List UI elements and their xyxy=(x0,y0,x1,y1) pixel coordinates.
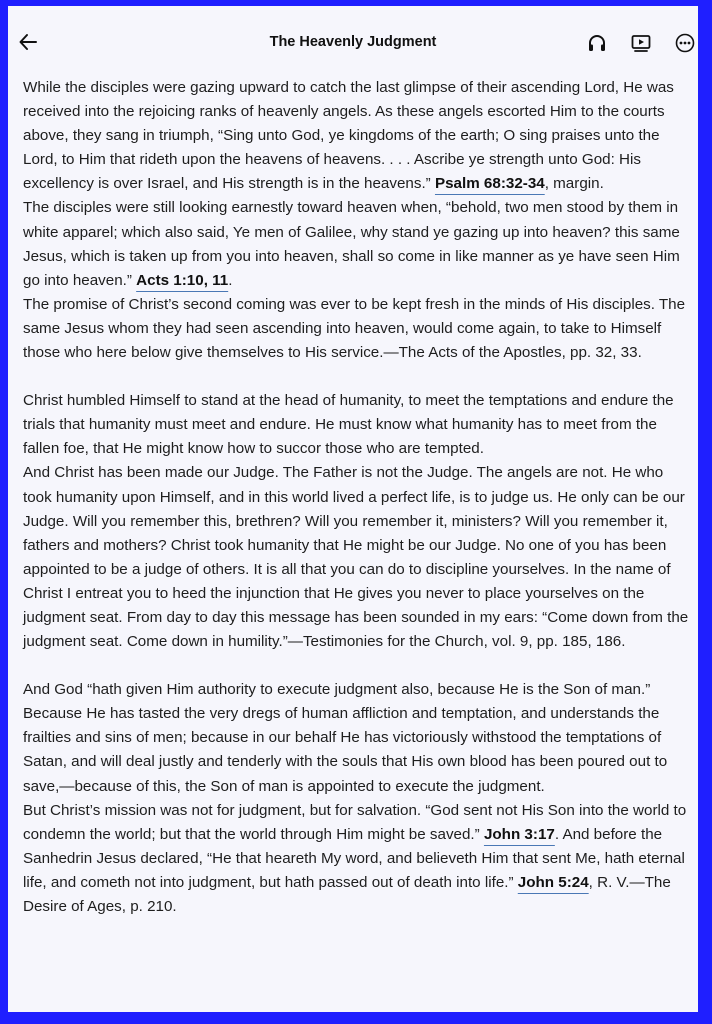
page-title: The Heavenly Judgment xyxy=(269,34,437,50)
scripture-reference-link[interactable]: Acts 1:10, 11 xyxy=(136,271,229,289)
paragraph-text: While the disciples were gazing upward to catch the last glimpse of their ascending Lord, He was received into the rejoicing ranks of heavenly angels. As these angels escorted Him to the courts above, they sang in triumph, “Sing unto God, ye kingdoms of the earth; O sing praises unto the Lord, to Him that rideth upon the heavens of heavens. . . . Ascribe ye strength unto God: His excellency is over Israel, and His strength is in the heavens.” xyxy=(23,79,674,193)
listen-button[interactable] xyxy=(584,30,610,56)
paragraph: And Christ has been made our Judge. The Father is not the Judge. The angels are not. He who took humanity upon Himself, and in this world lived a perfect life, is to judge us. He only can be our Judge. Will you remember this, brethren? Will you remember it, ministers? Will you remember it, fathers and mothers? Christ took humanity that He might be our Judge. No one of you has been appointed to be a judge of others. It is all that you can do to discipline yourselves. In the name of Christ I entreat you to heed the injunction that He gives you never to place yourselves on the judgment seat. From day to day this message has been sounded in my ears: “Come down from the judgment seat. Come down in humility.”—Testimonies for the Church, vol. 9, pp. 185, 186. xyxy=(23,464,689,651)
top-app-bar xyxy=(8,6,698,66)
back-button[interactable] xyxy=(14,28,42,56)
scripture-reference-link[interactable]: Psalm 68:32-34 xyxy=(434,175,545,193)
paragraph-text: But Christ’s mission was not for judgment, but for salvation. “God sent not His Son into the world to condemn the world; but that the world through Him might be saved.” xyxy=(23,801,687,843)
paragraph xyxy=(23,76,695,196)
paragraph-text: . And before the Sanhedrin Jesus declared, “He that heareth My word, and believeth Him that sent Me, hath eternal life, and cometh not into judgment, but hath passed out of death into life.” xyxy=(23,825,685,891)
scripture-reference-link[interactable]: John 5:24 xyxy=(517,873,589,891)
paragraph: And God “hath given Him authority to execute judgment also, because He is the Son of man.” Because He has tasted the very dregs of human affliction and temptation, and understands the frailties and sins of men; because in our behalf He has victoriously withstood the temptations of Satan, and will deal justly and tenderly with the souls that His own blood has been poured out to save,—because of this, the Son of man is appointed to execute the judgment. xyxy=(23,681,668,795)
paragraph xyxy=(23,799,695,919)
reader-window xyxy=(8,6,698,1012)
play-video-icon xyxy=(630,32,652,54)
paragraph-text: , margin. xyxy=(544,175,604,193)
paragraph-text: , R. V.—The Desire of Ages, p. 210. xyxy=(23,873,671,915)
more-options-icon xyxy=(674,32,696,54)
paragraph xyxy=(23,196,695,292)
more-options-button[interactable] xyxy=(672,30,698,56)
scripture-reference-link[interactable]: John 3:17 xyxy=(483,825,555,843)
headphones-icon xyxy=(586,32,608,54)
paragraph: The promise of Christ’s second coming was ever to be kept fresh in the minds of His disciples. The same Jesus whom they had seen ascending into heaven, would come again, to take to Himself those who here below give themselves to His service.—The Acts of the Apostles, pp. 32, 33. xyxy=(23,295,686,362)
play-video-button[interactable] xyxy=(628,30,654,56)
article-body xyxy=(23,76,695,919)
paragraph-text: The disciples were still looking earnestly toward heaven when, “behold, two men stood by them in white apparel; which also said, Ye men of Galilee, why stand ye gazing up into heaven? this same Jesus, which is taken up from you into heaven, shall so come in like manner as ye have seen Him go into heaven.” xyxy=(23,199,680,289)
paragraph-text: . xyxy=(228,271,233,289)
arrow-left-icon xyxy=(19,33,37,51)
paragraph-gap xyxy=(23,365,695,389)
paragraph: Christ humbled Himself to stand at the head of humanity, to meet the temptations and endure the trials that humanity must meet and endure. He must know what humanity has to meet from the fallen foe, that He might know how to succor those who are tempted. xyxy=(23,392,674,458)
paragraph-gap xyxy=(23,654,695,678)
